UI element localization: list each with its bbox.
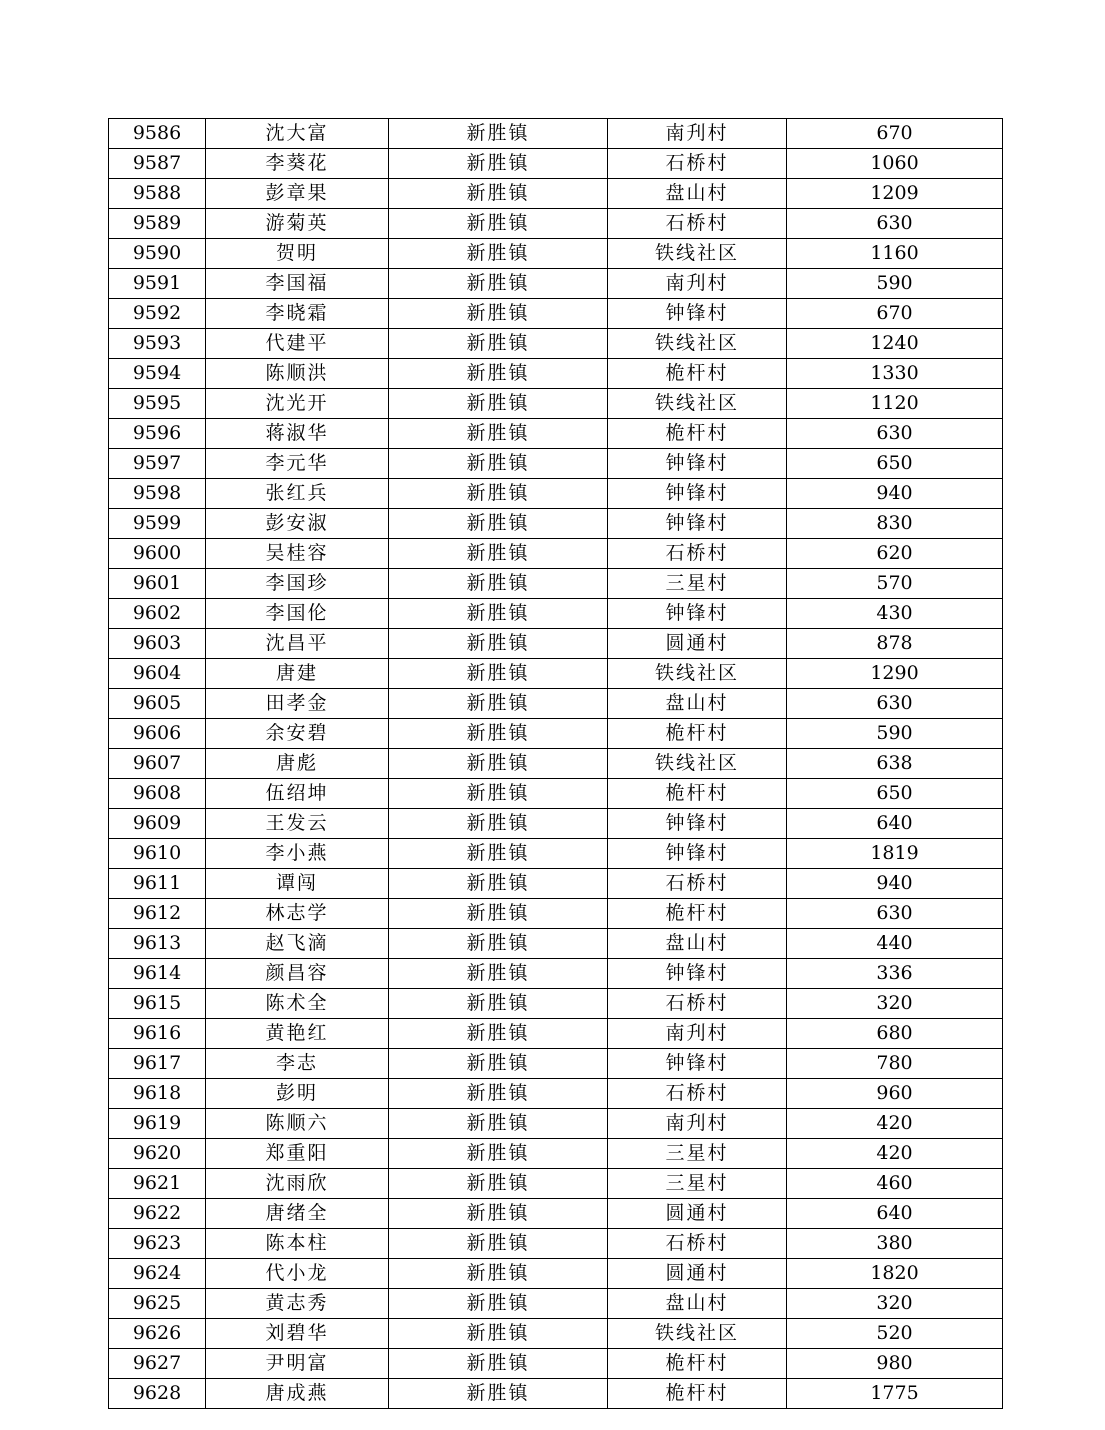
cell-amount: 940 <box>787 479 1003 509</box>
cell-id: 9622 <box>109 1199 206 1229</box>
table-row <box>109 659 1003 689</box>
cell-amount: 830 <box>787 509 1003 539</box>
table-row <box>109 389 1003 419</box>
cell-name: 彭明 <box>206 1079 389 1109</box>
cell-name: 黄艳红 <box>206 1019 389 1049</box>
cell-id: 9592 <box>109 299 206 329</box>
cell-town: 新胜镇 <box>389 1079 608 1109</box>
cell-town: 新胜镇 <box>389 509 608 539</box>
cell-id: 9615 <box>109 989 206 1019</box>
cell-name: 李国福 <box>206 269 389 299</box>
cell-id: 9603 <box>109 629 206 659</box>
cell-id: 9601 <box>109 569 206 599</box>
cell-town: 新胜镇 <box>389 899 608 929</box>
cell-town: 新胜镇 <box>389 779 608 809</box>
table-row <box>109 809 1003 839</box>
cell-amount: 460 <box>787 1169 1003 1199</box>
cell-amount: 420 <box>787 1139 1003 1169</box>
cell-name: 李志 <box>206 1049 389 1079</box>
cell-village: 铁线社区 <box>608 749 787 779</box>
cell-name: 陈顺洪 <box>206 359 389 389</box>
table-row <box>109 599 1003 629</box>
table-row <box>109 1259 1003 1289</box>
table-row <box>109 149 1003 179</box>
cell-town: 新胜镇 <box>389 539 608 569</box>
cell-name: 赵飞滴 <box>206 929 389 959</box>
cell-id: 9618 <box>109 1079 206 1109</box>
cell-id: 9597 <box>109 449 206 479</box>
cell-town: 新胜镇 <box>389 1319 608 1349</box>
cell-id: 9607 <box>109 749 206 779</box>
cell-name: 刘碧华 <box>206 1319 389 1349</box>
cell-name: 陈术全 <box>206 989 389 1019</box>
cell-town: 新胜镇 <box>389 1229 608 1259</box>
cell-id: 9606 <box>109 719 206 749</box>
cell-name: 彭章果 <box>206 179 389 209</box>
cell-name: 颜昌容 <box>206 959 389 989</box>
cell-town: 新胜镇 <box>389 659 608 689</box>
table-row <box>109 269 1003 299</box>
cell-id: 9605 <box>109 689 206 719</box>
cell-village: 三星村 <box>608 1169 787 1199</box>
table-row <box>109 239 1003 269</box>
cell-amount: 1060 <box>787 149 1003 179</box>
cell-town: 新胜镇 <box>389 1139 608 1169</box>
cell-village: 圆通村 <box>608 1259 787 1289</box>
cell-amount: 640 <box>787 1199 1003 1229</box>
cell-name: 林志学 <box>206 899 389 929</box>
cell-id: 9628 <box>109 1379 206 1409</box>
table-row <box>109 749 1003 779</box>
cell-village: 南刋村 <box>608 119 787 149</box>
cell-village: 钟锋村 <box>608 509 787 539</box>
table-row <box>109 299 1003 329</box>
cell-amount: 620 <box>787 539 1003 569</box>
cell-id: 9627 <box>109 1349 206 1379</box>
cell-name: 陈顺六 <box>206 1109 389 1139</box>
cell-amount: 670 <box>787 119 1003 149</box>
cell-amount: 630 <box>787 419 1003 449</box>
cell-name: 彭安淑 <box>206 509 389 539</box>
cell-name: 李国珍 <box>206 569 389 599</box>
cell-name: 游菊英 <box>206 209 389 239</box>
cell-name: 谭闯 <box>206 869 389 899</box>
table-row <box>109 1349 1003 1379</box>
cell-village: 铁线社区 <box>608 1319 787 1349</box>
cell-town: 新胜镇 <box>389 1349 608 1379</box>
cell-town: 新胜镇 <box>389 419 608 449</box>
cell-name: 郑重阳 <box>206 1139 389 1169</box>
cell-town: 新胜镇 <box>389 1289 608 1319</box>
cell-id: 9609 <box>109 809 206 839</box>
table-row <box>109 479 1003 509</box>
table-row <box>109 899 1003 929</box>
table-row <box>109 779 1003 809</box>
cell-village: 三星村 <box>608 569 787 599</box>
cell-village: 桅杆村 <box>608 1349 787 1379</box>
cell-amount: 640 <box>787 809 1003 839</box>
cell-name: 唐建 <box>206 659 389 689</box>
cell-amount: 430 <box>787 599 1003 629</box>
cell-amount: 420 <box>787 1109 1003 1139</box>
cell-town: 新胜镇 <box>389 929 608 959</box>
cell-village: 钟锋村 <box>608 479 787 509</box>
cell-village: 桅杆村 <box>608 419 787 449</box>
cell-id: 9590 <box>109 239 206 269</box>
cell-name: 代建平 <box>206 329 389 359</box>
cell-village: 石桥村 <box>608 1079 787 1109</box>
cell-id: 9619 <box>109 1109 206 1139</box>
cell-town: 新胜镇 <box>389 719 608 749</box>
cell-town: 新胜镇 <box>389 329 608 359</box>
cell-village: 钟锋村 <box>608 839 787 869</box>
table-row <box>109 1379 1003 1409</box>
table-row <box>109 689 1003 719</box>
cell-id: 9612 <box>109 899 206 929</box>
cell-name: 沈雨欣 <box>206 1169 389 1199</box>
cell-village: 桅杆村 <box>608 719 787 749</box>
cell-village: 钟锋村 <box>608 299 787 329</box>
cell-amount: 1240 <box>787 329 1003 359</box>
cell-amount: 780 <box>787 1049 1003 1079</box>
cell-id: 9620 <box>109 1139 206 1169</box>
cell-id: 9623 <box>109 1229 206 1259</box>
cell-amount: 1290 <box>787 659 1003 689</box>
cell-amount: 440 <box>787 929 1003 959</box>
cell-village: 铁线社区 <box>608 659 787 689</box>
cell-amount: 1160 <box>787 239 1003 269</box>
cell-town: 新胜镇 <box>389 119 608 149</box>
cell-id: 9591 <box>109 269 206 299</box>
table-row <box>109 1289 1003 1319</box>
cell-id: 9610 <box>109 839 206 869</box>
cell-amount: 638 <box>787 749 1003 779</box>
cell-village: 钟锋村 <box>608 599 787 629</box>
cell-village: 盘山村 <box>608 179 787 209</box>
cell-village: 石桥村 <box>608 149 787 179</box>
cell-name: 沈光开 <box>206 389 389 419</box>
cell-town: 新胜镇 <box>389 1049 608 1079</box>
cell-id: 9617 <box>109 1049 206 1079</box>
cell-village: 钟锋村 <box>608 809 787 839</box>
cell-amount: 878 <box>787 629 1003 659</box>
table-row <box>109 569 1003 599</box>
cell-name: 伍绍坤 <box>206 779 389 809</box>
table-row <box>109 1199 1003 1229</box>
cell-town: 新胜镇 <box>389 179 608 209</box>
cell-town: 新胜镇 <box>389 629 608 659</box>
cell-amount: 1209 <box>787 179 1003 209</box>
cell-town: 新胜镇 <box>389 269 608 299</box>
cell-town: 新胜镇 <box>389 479 608 509</box>
cell-village: 盘山村 <box>608 929 787 959</box>
table-row <box>109 1019 1003 1049</box>
cell-town: 新胜镇 <box>389 809 608 839</box>
table-row <box>109 509 1003 539</box>
cell-name: 唐成燕 <box>206 1379 389 1409</box>
cell-village: 钟锋村 <box>608 959 787 989</box>
cell-village: 石桥村 <box>608 209 787 239</box>
cell-amount: 1820 <box>787 1259 1003 1289</box>
cell-town: 新胜镇 <box>389 1019 608 1049</box>
cell-id: 9625 <box>109 1289 206 1319</box>
cell-town: 新胜镇 <box>389 209 608 239</box>
cell-town: 新胜镇 <box>389 449 608 479</box>
table-row <box>109 419 1003 449</box>
cell-name: 沈昌平 <box>206 629 389 659</box>
cell-id: 9614 <box>109 959 206 989</box>
cell-town: 新胜镇 <box>389 149 608 179</box>
cell-amount: 320 <box>787 1289 1003 1319</box>
cell-name: 吴桂容 <box>206 539 389 569</box>
cell-town: 新胜镇 <box>389 869 608 899</box>
cell-id: 9611 <box>109 869 206 899</box>
table-container <box>108 118 997 1409</box>
cell-id: 9596 <box>109 419 206 449</box>
cell-amount: 336 <box>787 959 1003 989</box>
table-row <box>109 929 1003 959</box>
table-row <box>109 629 1003 659</box>
cell-amount: 590 <box>787 719 1003 749</box>
cell-name: 沈大富 <box>206 119 389 149</box>
cell-name: 黄志秀 <box>206 1289 389 1319</box>
cell-town: 新胜镇 <box>389 689 608 719</box>
cell-id: 9616 <box>109 1019 206 1049</box>
table-row <box>109 1319 1003 1349</box>
cell-village: 桅杆村 <box>608 359 787 389</box>
cell-id: 9608 <box>109 779 206 809</box>
cell-village: 圆通村 <box>608 629 787 659</box>
cell-town: 新胜镇 <box>389 359 608 389</box>
cell-amount: 960 <box>787 1079 1003 1109</box>
cell-name: 唐彪 <box>206 749 389 779</box>
cell-amount: 1775 <box>787 1379 1003 1409</box>
cell-id: 9613 <box>109 929 206 959</box>
cell-name: 田孝金 <box>206 689 389 719</box>
cell-name: 贺明 <box>206 239 389 269</box>
table-row <box>109 1079 1003 1109</box>
cell-amount: 320 <box>787 989 1003 1019</box>
cell-amount: 670 <box>787 299 1003 329</box>
table-row <box>109 179 1003 209</box>
cell-village: 石桥村 <box>608 989 787 1019</box>
cell-village: 盘山村 <box>608 1289 787 1319</box>
cell-amount: 520 <box>787 1319 1003 1349</box>
table-row <box>109 1109 1003 1139</box>
cell-id: 9589 <box>109 209 206 239</box>
cell-village: 南刋村 <box>608 269 787 299</box>
table-body <box>109 119 1003 1409</box>
table-row <box>109 989 1003 1019</box>
cell-village: 桅杆村 <box>608 1379 787 1409</box>
cell-town: 新胜镇 <box>389 1109 608 1139</box>
cell-town: 新胜镇 <box>389 299 608 329</box>
cell-name: 陈本柱 <box>206 1229 389 1259</box>
cell-amount: 680 <box>787 1019 1003 1049</box>
cell-id: 9593 <box>109 329 206 359</box>
cell-village: 石桥村 <box>608 869 787 899</box>
cell-name: 张红兵 <box>206 479 389 509</box>
table-row <box>109 449 1003 479</box>
cell-town: 新胜镇 <box>389 1199 608 1229</box>
table-row <box>109 1169 1003 1199</box>
table-row <box>109 119 1003 149</box>
cell-amount: 980 <box>787 1349 1003 1379</box>
cell-town: 新胜镇 <box>389 749 608 779</box>
table-row <box>109 1139 1003 1169</box>
cell-village: 钟锋村 <box>608 449 787 479</box>
cell-village: 桅杆村 <box>608 779 787 809</box>
cell-town: 新胜镇 <box>389 239 608 269</box>
beneficiary-table <box>108 118 1003 1409</box>
cell-amount: 940 <box>787 869 1003 899</box>
table-row <box>109 209 1003 239</box>
cell-amount: 1120 <box>787 389 1003 419</box>
cell-village: 桅杆村 <box>608 899 787 929</box>
cell-town: 新胜镇 <box>389 1169 608 1199</box>
cell-name: 李晓霜 <box>206 299 389 329</box>
cell-amount: 650 <box>787 779 1003 809</box>
cell-name: 尹明富 <box>206 1349 389 1379</box>
cell-id: 9602 <box>109 599 206 629</box>
table-row <box>109 839 1003 869</box>
cell-town: 新胜镇 <box>389 989 608 1019</box>
cell-town: 新胜镇 <box>389 1259 608 1289</box>
cell-village: 钟锋村 <box>608 1049 787 1079</box>
cell-id: 9599 <box>109 509 206 539</box>
table-row <box>109 1229 1003 1259</box>
table-row <box>109 1049 1003 1079</box>
table-row <box>109 539 1003 569</box>
cell-id: 9626 <box>109 1319 206 1349</box>
cell-village: 南刋村 <box>608 1109 787 1139</box>
cell-name: 李葵花 <box>206 149 389 179</box>
cell-name: 李元华 <box>206 449 389 479</box>
cell-amount: 630 <box>787 899 1003 929</box>
cell-amount: 1330 <box>787 359 1003 389</box>
cell-id: 9624 <box>109 1259 206 1289</box>
cell-town: 新胜镇 <box>389 389 608 419</box>
cell-amount: 650 <box>787 449 1003 479</box>
cell-id: 9604 <box>109 659 206 689</box>
table-row <box>109 959 1003 989</box>
cell-village: 三星村 <box>608 1139 787 1169</box>
cell-amount: 590 <box>787 269 1003 299</box>
cell-id: 9587 <box>109 149 206 179</box>
table-row <box>109 869 1003 899</box>
cell-village: 铁线社区 <box>608 389 787 419</box>
table-row <box>109 359 1003 389</box>
cell-name: 王发云 <box>206 809 389 839</box>
cell-amount: 570 <box>787 569 1003 599</box>
table-row <box>109 719 1003 749</box>
cell-town: 新胜镇 <box>389 839 608 869</box>
cell-amount: 380 <box>787 1229 1003 1259</box>
cell-name: 余安碧 <box>206 719 389 749</box>
table-row <box>109 329 1003 359</box>
cell-amount: 1819 <box>787 839 1003 869</box>
cell-village: 铁线社区 <box>608 329 787 359</box>
cell-village: 圆通村 <box>608 1199 787 1229</box>
cell-name: 蒋淑华 <box>206 419 389 449</box>
cell-village: 南刋村 <box>608 1019 787 1049</box>
cell-village: 铁线社区 <box>608 239 787 269</box>
cell-town: 新胜镇 <box>389 959 608 989</box>
cell-amount: 630 <box>787 689 1003 719</box>
cell-amount: 630 <box>787 209 1003 239</box>
cell-id: 9595 <box>109 389 206 419</box>
cell-id: 9594 <box>109 359 206 389</box>
cell-name: 李小燕 <box>206 839 389 869</box>
cell-id: 9600 <box>109 539 206 569</box>
cell-id: 9586 <box>109 119 206 149</box>
cell-village: 石桥村 <box>608 539 787 569</box>
cell-id: 9588 <box>109 179 206 209</box>
cell-name: 代小龙 <box>206 1259 389 1289</box>
cell-town: 新胜镇 <box>389 569 608 599</box>
cell-town: 新胜镇 <box>389 1379 608 1409</box>
cell-name: 李国伦 <box>206 599 389 629</box>
cell-village: 石桥村 <box>608 1229 787 1259</box>
cell-id: 9621 <box>109 1169 206 1199</box>
cell-name: 唐绪全 <box>206 1199 389 1229</box>
cell-id: 9598 <box>109 479 206 509</box>
cell-village: 盘山村 <box>608 689 787 719</box>
cell-town: 新胜镇 <box>389 599 608 629</box>
